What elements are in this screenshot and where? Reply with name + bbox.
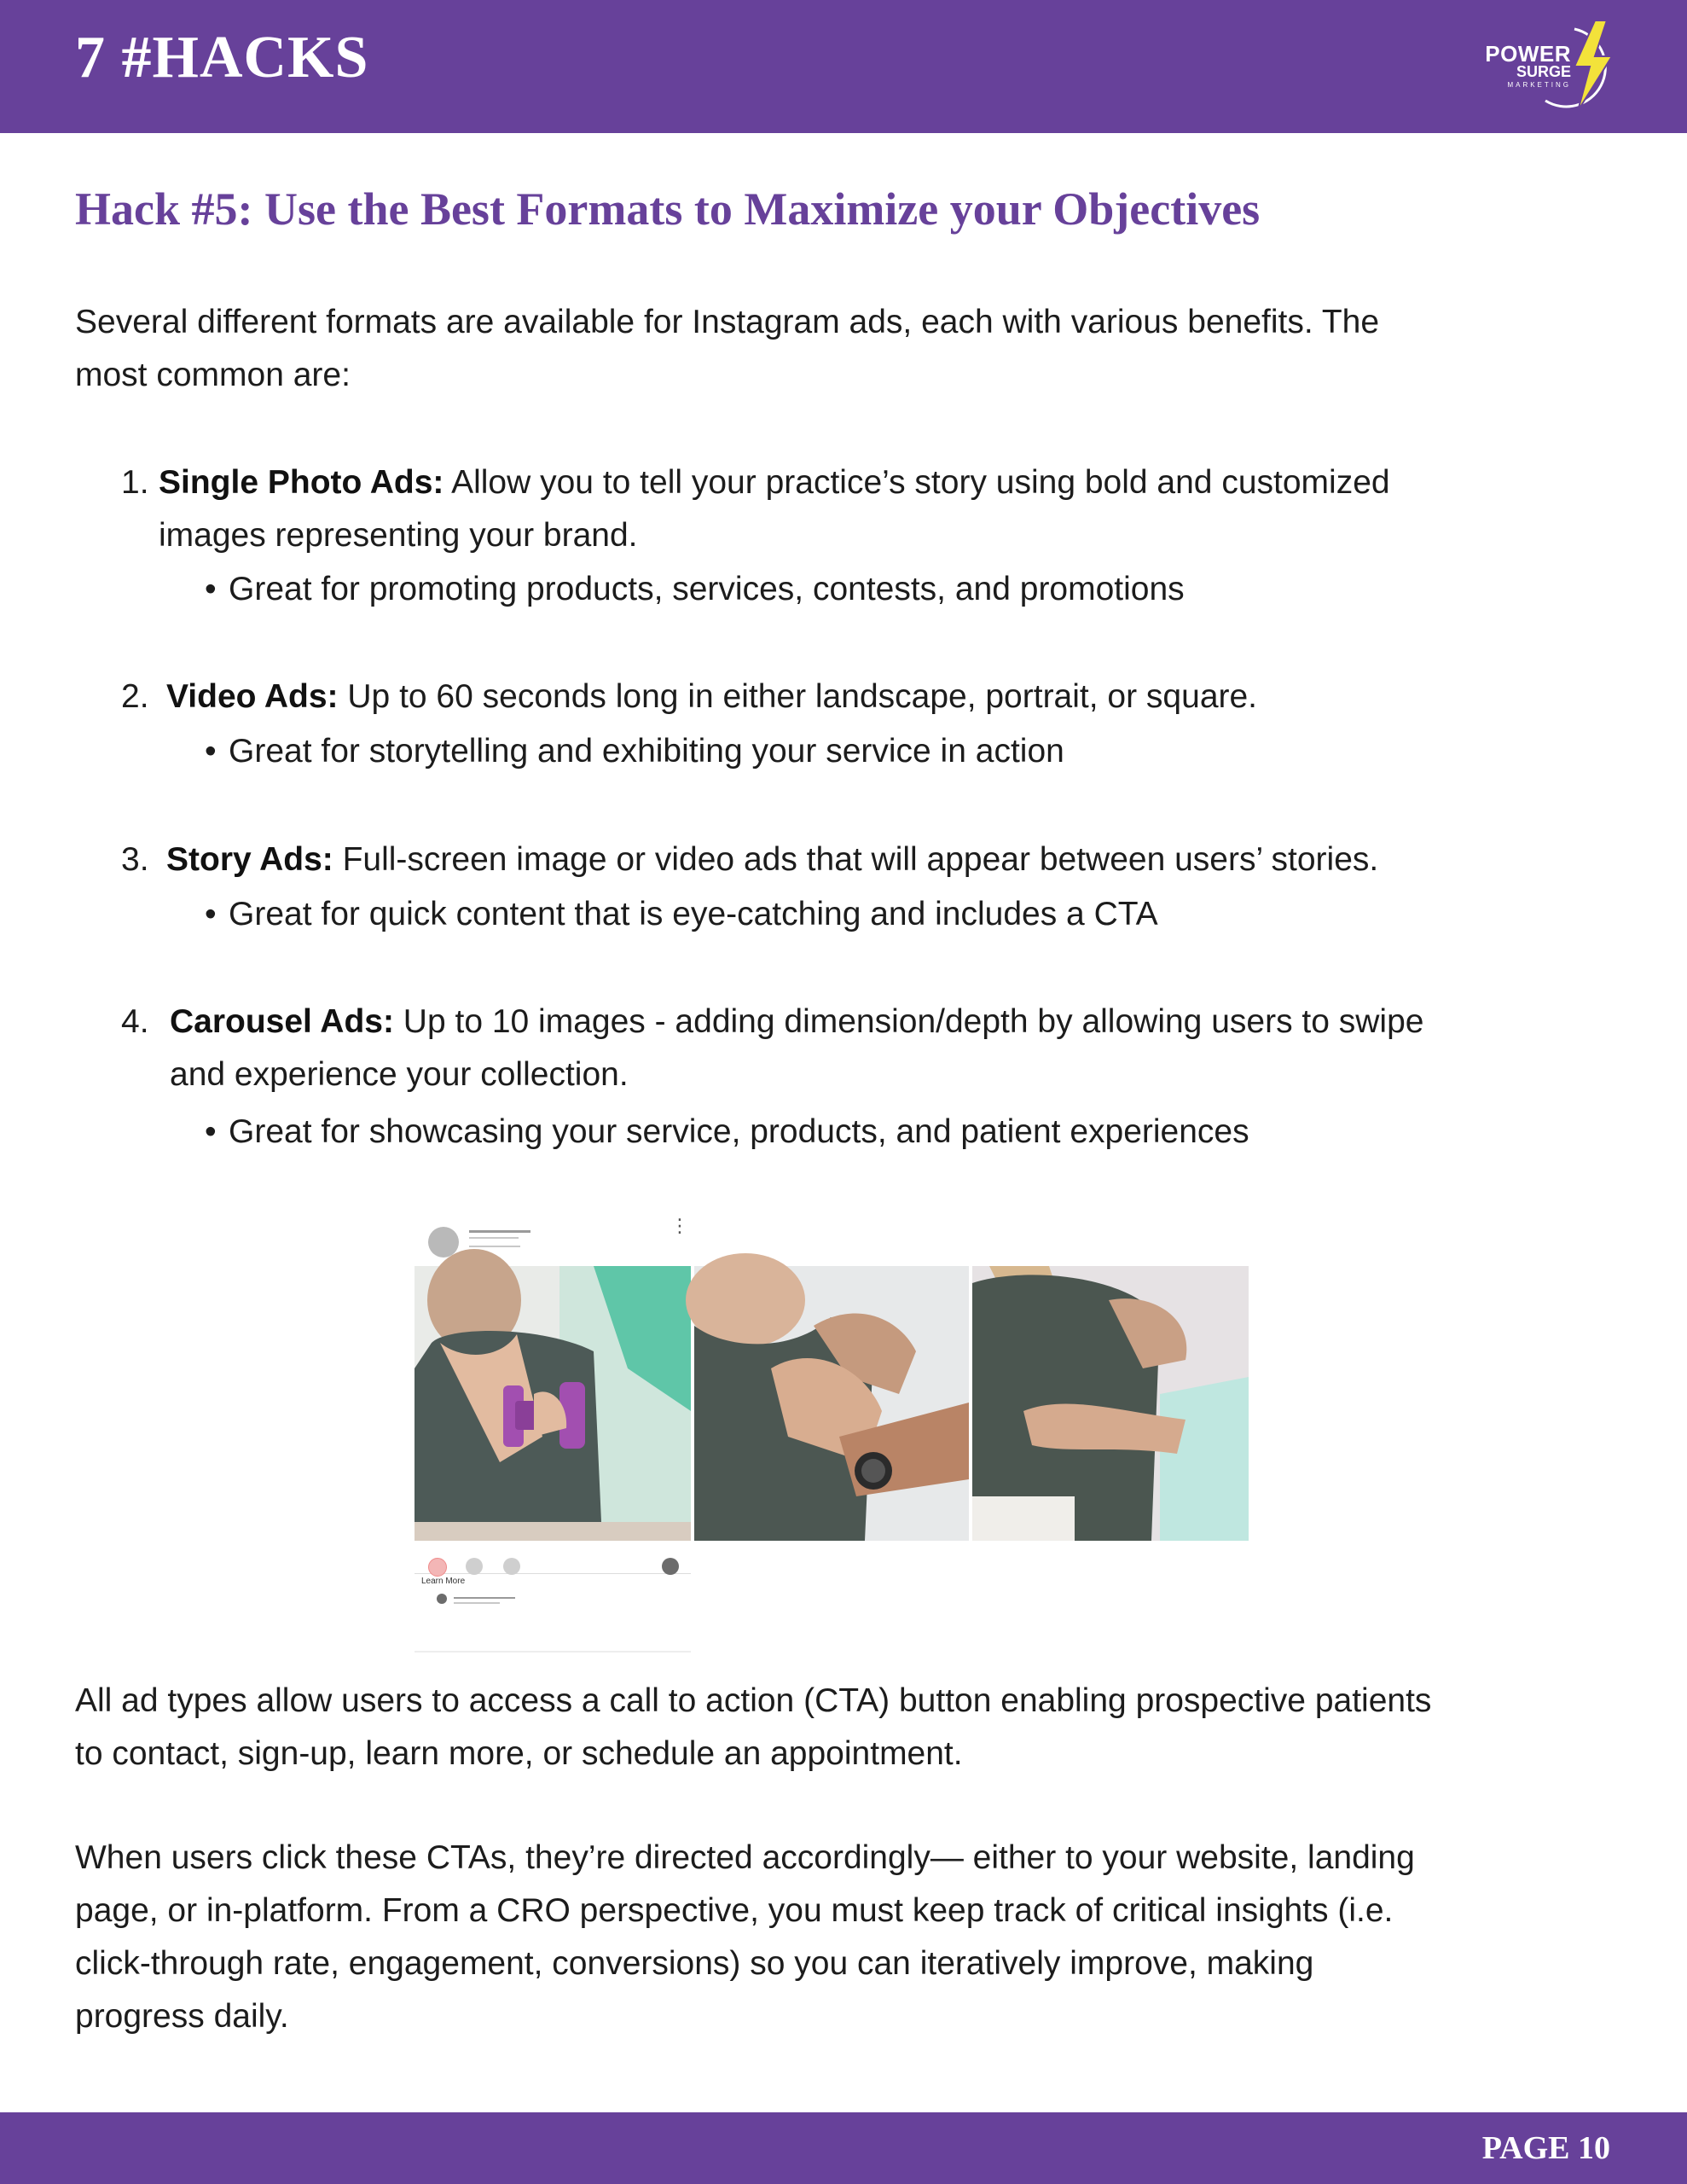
likes-avatar bbox=[437, 1594, 447, 1604]
section-title: Hack #5: Use the Best Formats to Maximize your Objectives bbox=[75, 183, 1261, 235]
format-name: Story Ads: bbox=[166, 841, 333, 878]
bullet-benefit bbox=[205, 1106, 1249, 1159]
location-placeholder bbox=[469, 1246, 520, 1247]
list-item-story-ads bbox=[75, 834, 1576, 886]
bullet-benefit bbox=[205, 888, 1158, 941]
logo-text-power: POWER bbox=[1485, 41, 1571, 67]
cta-line: All ad types allow users to access a call to action (CTA) button enabling prospective patients bbox=[75, 1682, 1432, 1719]
format-description: Full-screen image or video ads that will appear between users’ stories. bbox=[333, 841, 1379, 878]
cta-line: to contact, sign-up, learn more, or schedule an appointment. bbox=[75, 1735, 963, 1772]
username-placeholder bbox=[469, 1230, 530, 1233]
cro-line: When users click these CTAs, they’re directed accordingly— either to your website, landing bbox=[75, 1839, 1415, 1876]
list-number: 2. bbox=[121, 678, 149, 715]
username-placeholder bbox=[469, 1237, 519, 1239]
bullet-icon: • bbox=[205, 1113, 217, 1150]
post-divider bbox=[415, 1651, 691, 1653]
carousel-dot-active[interactable] bbox=[428, 1558, 447, 1577]
document-title: 7 #HACKS bbox=[75, 25, 369, 90]
intro-line: most common are: bbox=[75, 357, 351, 393]
header-bar bbox=[0, 0, 1687, 133]
bullet-icon: • bbox=[205, 571, 217, 607]
cro-line: page, or in-platform. From a CRO perspective, you must keep track of critical insights (i.e. bbox=[75, 1892, 1394, 1929]
format-description: Up to 10 images - adding dimension/depth by allowing users to swipe bbox=[393, 1003, 1424, 1040]
instagram-carousel-mockup bbox=[415, 1215, 1250, 1658]
benefit-text: Great for storytelling and exhibiting your service in action bbox=[229, 733, 1064, 770]
format-name: Carousel Ads: bbox=[170, 1003, 394, 1040]
list-item-video-ads bbox=[75, 671, 1576, 723]
learn-more-bar[interactable] bbox=[415, 1573, 691, 1593]
profile-avatar bbox=[428, 1227, 459, 1258]
format-description-cont: images representing your brand. bbox=[159, 517, 638, 554]
footer-bar bbox=[0, 2112, 1687, 2184]
page-number: PAGE 10 bbox=[1481, 2130, 1610, 2166]
bullet-icon: • bbox=[205, 896, 217, 932]
format-description: Up to 60 seconds long in either landscape, portrait, or square. bbox=[338, 678, 1258, 715]
caption-placeholder bbox=[454, 1597, 515, 1599]
list-number: 4. bbox=[121, 1003, 149, 1040]
bookmark-dot-icon[interactable] bbox=[662, 1558, 679, 1575]
caption-placeholder bbox=[454, 1602, 500, 1604]
cta-paragraph bbox=[75, 1675, 1610, 1780]
more-vertical-icon[interactable]: ⋮ bbox=[670, 1215, 689, 1236]
carousel-dot[interactable] bbox=[466, 1558, 483, 1575]
cro-paragraph bbox=[75, 1832, 1610, 2043]
format-name: Single Photo Ads: bbox=[159, 464, 444, 501]
intro-line: Several different formats are available for Instagram ads, each with various benefits. The bbox=[75, 304, 1380, 340]
logo-text-marketing: MARKETING bbox=[1507, 81, 1571, 89]
format-name: Video Ads: bbox=[166, 678, 339, 715]
bullet-benefit bbox=[205, 725, 1064, 778]
physio-elbow-photo bbox=[694, 1266, 969, 1541]
physio-dumbbell-photo bbox=[415, 1266, 691, 1586]
learn-more-button[interactable]: Learn More bbox=[421, 1577, 466, 1586]
cro-line: progress daily. bbox=[75, 1998, 289, 2035]
logo-text-surge: SURGE bbox=[1516, 63, 1571, 80]
bullet-icon: • bbox=[205, 733, 217, 770]
physio-back-photo bbox=[972, 1266, 1249, 1541]
list-number: 3. bbox=[121, 841, 149, 878]
benefit-text: Great for promoting products, services, contests, and promotions bbox=[229, 571, 1185, 607]
list-number: 1. bbox=[121, 464, 149, 501]
intro-paragraph bbox=[75, 296, 1610, 402]
cro-line: click-through rate, engagement, conversions) so you can iteratively improve, making bbox=[75, 1945, 1314, 1982]
benefit-text: Great for quick content that is eye-catching and includes a CTA bbox=[229, 896, 1158, 932]
format-description-cont: and experience your collection. bbox=[170, 1056, 629, 1093]
bullet-benefit bbox=[205, 563, 1185, 616]
power-surge-logo bbox=[1474, 19, 1619, 114]
list-item-carousel-ads bbox=[75, 996, 1576, 1107]
format-description: Allow you to tell your practice’s story using bold and customized bbox=[443, 464, 1390, 501]
benefit-text: Great for showcasing your service, products, and patient experiences bbox=[229, 1113, 1249, 1150]
carousel-dot[interactable] bbox=[503, 1558, 520, 1575]
